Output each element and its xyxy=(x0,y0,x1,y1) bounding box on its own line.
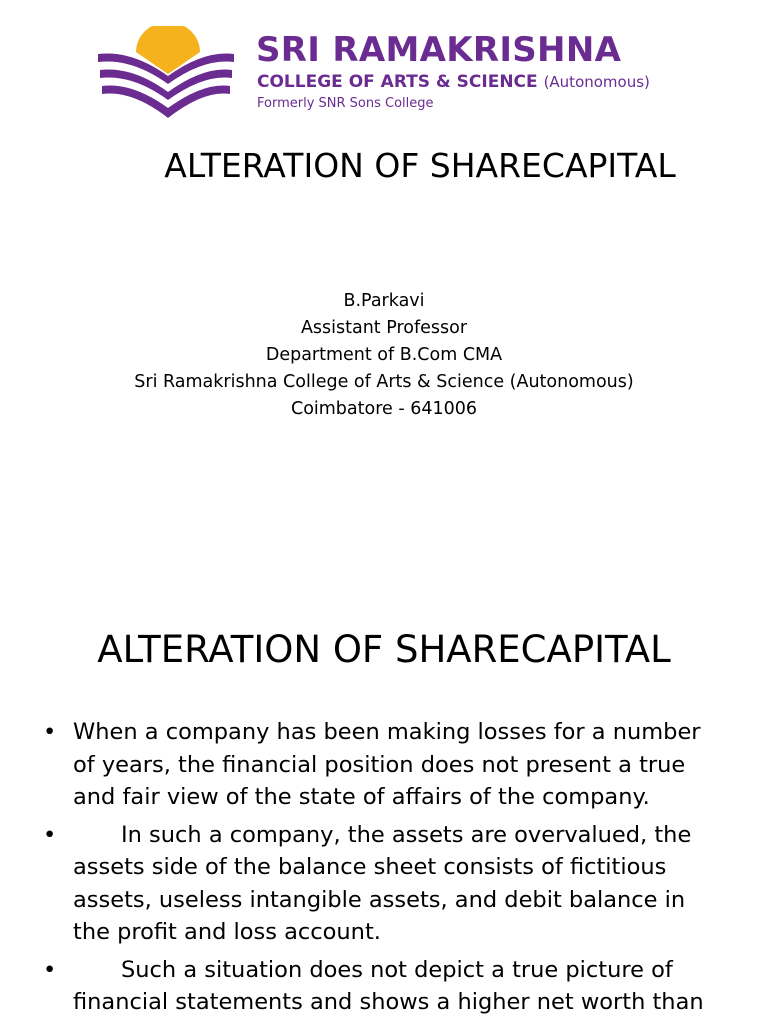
logo-formerly-text: Formerly SNR Sons College xyxy=(257,96,434,111)
bullet-text: In such a company, the assets are overvalued, the assets side of the balance sheet consists of fictitious assets, useless intangible assets, and debit balance in the profit and loss account. xyxy=(73,821,692,945)
logo-college-subtitle xyxy=(257,72,650,92)
slide-title: ALTERATION OF SHARECAPITAL xyxy=(97,628,671,671)
bullet-text: Such a situation does not depict a true picture of financial statements and shows a higher net worth than xyxy=(73,956,704,1015)
logo-college-name: SRI RAMAKRISHNA xyxy=(256,30,622,70)
logo-autonomous-note: (Autonomous) xyxy=(543,73,650,91)
list-item xyxy=(43,716,723,814)
list-item xyxy=(43,819,723,949)
bullet-icon: • xyxy=(43,956,57,983)
content-slide xyxy=(0,576,768,1024)
logo-subtitle-text: COLLEGE OF ARTS & SCIENCE xyxy=(257,72,538,92)
bullet-icon: • xyxy=(43,821,57,848)
bullet-list xyxy=(43,716,723,1024)
open-book-sun-icon xyxy=(96,26,236,126)
bullet-text: When a company has been making losses for a number of years, the financial position does not present a true and fair view of the state of affairs of the company. xyxy=(73,719,701,810)
author-department: Department of B.Com CMA xyxy=(265,345,503,365)
list-item xyxy=(43,954,723,1019)
author-institution: Sri Ramakrishna College of Arts & Science (Autonomous) xyxy=(134,372,634,392)
author-block xyxy=(0,288,768,423)
author-designation: Assistant Professor xyxy=(300,318,468,338)
bullet-icon: • xyxy=(43,719,57,745)
slide-title: ALTERATION OF SHARECAPITAL xyxy=(164,146,676,185)
author-city: Coimbatore - 641006 xyxy=(290,399,478,419)
author-name: B.Parkavi xyxy=(343,291,425,311)
college-logo xyxy=(96,26,696,126)
